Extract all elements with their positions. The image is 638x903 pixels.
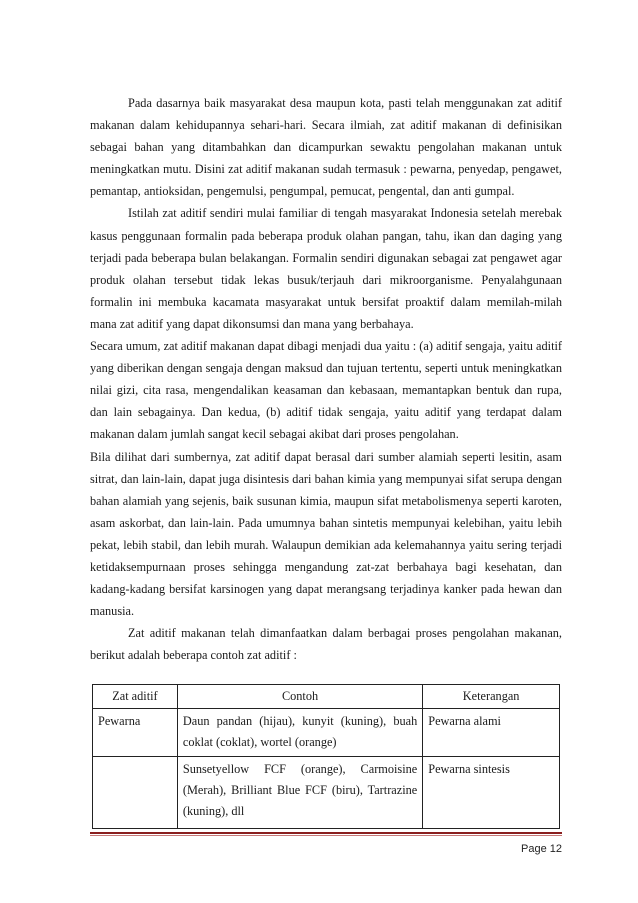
body-text bbox=[90, 92, 562, 666]
header-zat-aditif: Zat aditif bbox=[93, 685, 178, 709]
header-contoh: Contoh bbox=[177, 685, 422, 709]
table-row bbox=[93, 709, 560, 757]
paragraph-2: Istilah zat aditif sendiri mulai familiar di tengah masyarakat Indonesia setelah merebak kasus penggunaan formalin pada beberapa produk olahan pangan, tahu, ikan dan daging yang terjadi pada beberapa bulan belakangan. Formalin sendiri digunakan sebagai zat pengawet agar produk olahan tersebut tidak lekas busuk/terjauh dari mikroorganisme. Penyalahgunaan formalin ini membuka kacamata masyarakat untuk bersifat proaktif dalam memilah-milah mana zat aditif yang dapat dikonsumsi dan mana yang berbahaya. bbox=[90, 206, 562, 331]
cell-zat: Pewarna bbox=[93, 709, 178, 757]
paragraph-5: Zat aditif makanan telah dimanfaatkan dalam berbagai proses pengolahan makanan, berikut adalah beberapa contoh zat aditif : bbox=[90, 626, 562, 663]
paragraph-4: Bila dilihat dari sumbernya, zat aditif dapat berasal dari sumber alamiah seperti lesitin, asam sitrat, dan lain-lain, dapat juga disintesis dari bahan kimia yang mempunyai sifat serupa dengan bahan alamiah yang sejenis, baik susunan kimia, maupun sifat metabolismenya seperti karoten, asam askorbat, dan lain-lain. Pada umumnya bahan sintetis mempunyai kelebihan, yaitu lebih pekat, lebih stabil, dan lebih murah. Walaupun demikian ada kelemahannya yaitu sering terjadi ketidaksempurnaan proses sehingga mengandung zat-zat berbahaya bagi kesehatan, dan kadang-kadang bersifat karsinogen yang dapat merangsang terjadinya kanker pada hewan dan manusia. bbox=[90, 449, 562, 619]
page-number: Page 12 bbox=[521, 843, 562, 855]
cell-contoh: Sunsetyellow FCF (orange), Carmoisine (Merah), Brilliant Blue FCF (biru), Tartrazine (kuning), dll bbox=[177, 757, 422, 829]
paragraph-1: Pada dasarnya baik masyarakat desa maupun kota, pasti telah menggunakan zat aditif makanan dalam kehidupannya sehari-hari. Secara ilmiah, zat aditif makanan di definisikan sebagai bahan yang ditambahkan dan dicampurkan sewaktu pengolahan makanan untuk meningkatkan mutu. Disini zat aditif makanan sudah termasuk : pewarna, penyedap, pengawet, pemantap, antioksidan, pengemulsi, pengumpal, pemucat, pengental, dan anti gumpal. bbox=[90, 96, 562, 199]
table-row bbox=[93, 757, 560, 829]
header-keterangan: Keterangan bbox=[423, 685, 560, 709]
footer-rule-secondary bbox=[90, 835, 562, 836]
additive-table bbox=[92, 684, 560, 829]
table-header-row bbox=[93, 685, 560, 709]
cell-keterangan: Pewarna alami bbox=[423, 709, 560, 757]
footer-rule bbox=[90, 832, 562, 834]
paragraph-3: Secara umum, zat aditif makanan dapat dibagi menjadi dua yaitu : (a) aditif sengaja, yaitu aditif yang diberikan dengan sengaja dengan maksud dan tujuan tertentu, seperti untuk meningkatkan nilai gizi, cita rasa, mengendalikan keasaman dan kebasaan, memantapkan bentuk dan rupa, dan lain sebagainya. Dan kedua, (b) aditif tidak sengaja, yaitu aditif yang terdapat dalam makanan dalam jumlah sangat kecil sebagai akibat dari proses pengolahan. bbox=[90, 339, 562, 442]
cell-contoh: Daun pandan (hijau), kunyit (kuning), buah coklat (coklat), wortel (orange) bbox=[177, 709, 422, 757]
cell-zat bbox=[93, 757, 178, 829]
cell-keterangan: Pewarna sintesis bbox=[423, 757, 560, 829]
